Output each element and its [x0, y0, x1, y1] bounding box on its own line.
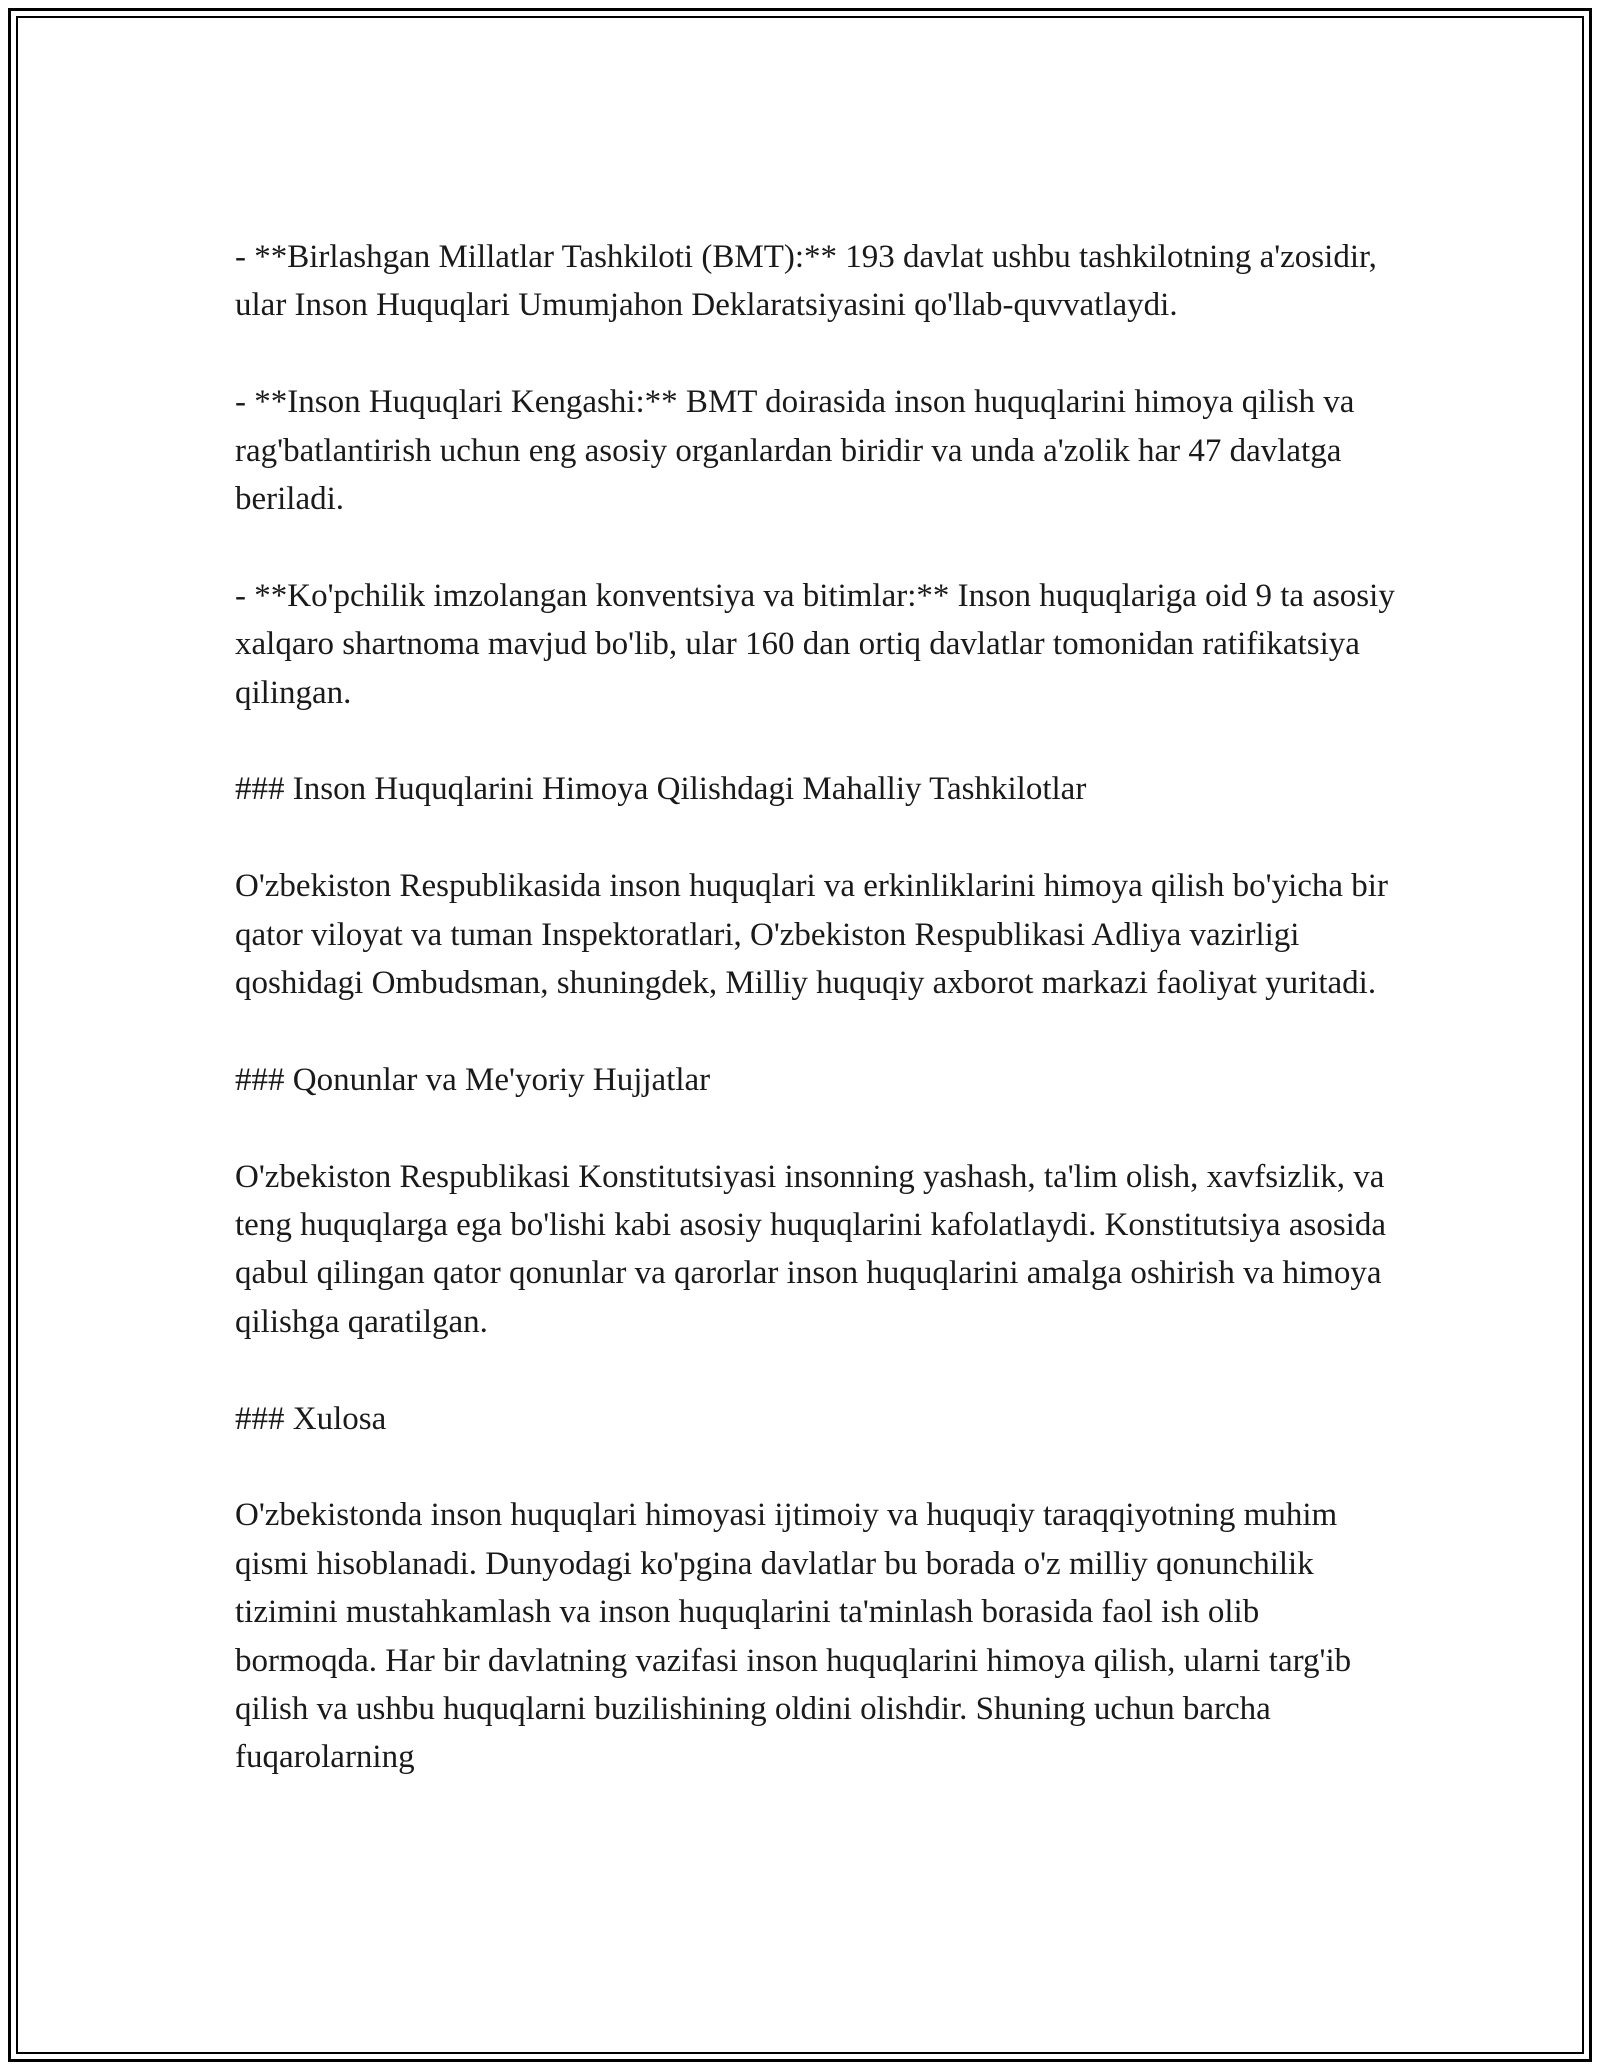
paragraph-conclusion: O'zbekistonda inson huquqlari himoyasi ijtimoiy va huquqiy taraqqiyotning muhim qismi hisoblanadi. Dunyodagi ko'pgina davlatlar bu borada o'z milliy qonunchilik tizimini mustahkamlash va inson huquqlarini ta'minlash borasida faol ish olib bormoqda. Har bir davlatning vazifasi inson huquqlarini himoya qilish, ularni targ'ib qilish va ushbu huquqlarni buzilishining oldini olishdir. Shuning uchun barcha fuqarolarning: [235, 1497, 1352, 1776]
heading-conclusion: ### Xulosa: [235, 1400, 387, 1437]
paragraph-local-organizations: O'zbekiston Respublikasida inson huquqlari va erkinliklarini himoya qilish bo'yicha bir qator viloyat va tuman Inspektoratlari, O'zbekiston Respublikasi Adliya vazirligi qoshidagi Ombudsman, shuningdek, Milliy huquqiy axborot markazi faoliyat yuritadi.: [235, 868, 1388, 1002]
document-body: [235, 233, 1395, 1782]
paragraph-laws: O'zbekiston Respublikasi Konstitutsiyasi insonning yashash, ta'lim olish, xavfsizlik, va teng huquqlarga ega bo'lishi kabi asosiy huquqlarini kafolatlaydi. Konstitutsiya asosida qabul qilingan qator qonunlar va qarorlar inson huquqlarini amalga oshirish va himoya qilishga qaratilgan.: [235, 1158, 1386, 1340]
heading-local-organizations: ### Inson Huquqlarini Himoya Qilishdagi Mahalliy Tashkilotlar: [235, 771, 1087, 808]
heading-laws: ### Qonunlar va Me'yoriy Hujjatlar: [235, 1061, 711, 1098]
bullet-bmt: - **Birlashgan Millatlar Tashkiloti (BMT):** 193 davlat ushbu tashkilotning a'zosidir, ular Inson Huquqlari Umumjahon Deklaratsiyasini qo'llab-quvvatlaydi.: [235, 239, 1377, 324]
bullet-conventions: - **Ko'pchilik imzolangan konventsiya va bitimlar:** Inson huquqlariga oid 9 ta asosiy xalqaro shartnoma mavjud bo'lib, ular 160 dan ortiq davlatlar tomonidan ratifikatsiya qilingan.: [235, 577, 1395, 711]
bullet-human-rights-council: - **Inson Huquqlari Kengashi:** BMT doirasida inson huquqlarini himoya qilish va rag'batlantirish uchun eng asosiy organlardan biridir va unda a'zolik har 47 davlatga beriladi.: [235, 384, 1355, 518]
